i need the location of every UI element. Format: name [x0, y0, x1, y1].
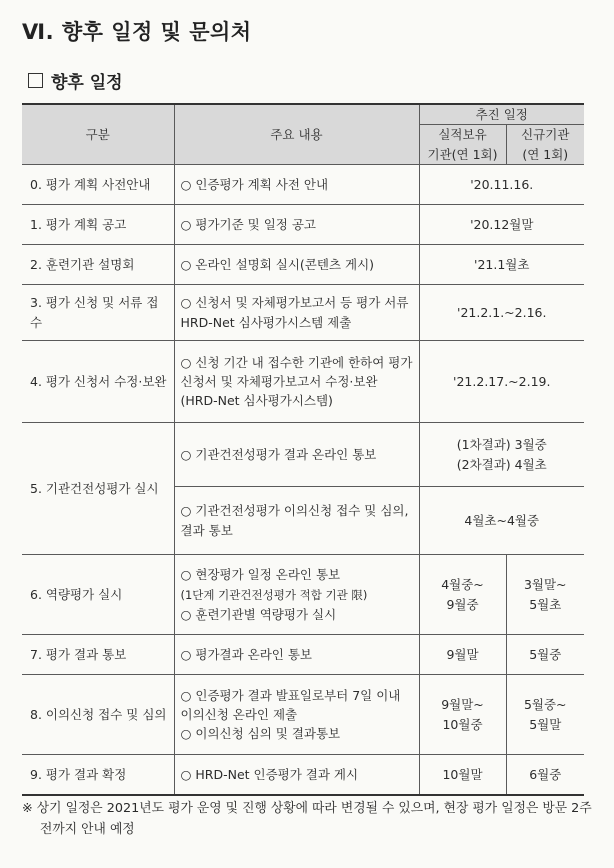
row-content-line2: ○ 이의신청 심의 및 결과통보: [180, 726, 341, 742]
header-existing: [419, 125, 506, 165]
row-date-existing: [419, 675, 506, 755]
row-content: ○ 기관건전성평가 이의신청 접수 및 심의, 결과 통보: [174, 487, 419, 555]
table-row: [22, 245, 584, 285]
row-date-existing: 10월말: [419, 755, 506, 795]
footnote: ※ 상기 일정은 2021년도 평가 운영 및 진행 상황에 따라 변경될 수 있으며, 현장 평가 일정은 방문 2주 전까지 안내 예정: [22, 801, 592, 838]
row-date: '21.2.1.~2.16.: [419, 285, 584, 341]
header-content: 주요 내용: [174, 104, 419, 165]
row-stage: 1. 평가 계획 공고: [22, 205, 174, 245]
table-row: [22, 205, 584, 245]
table-row: [22, 165, 584, 205]
table-row: [22, 555, 584, 635]
row-date-new: 5월중: [506, 635, 584, 675]
checkbox-square-icon: [28, 73, 43, 88]
row-stage: 2. 훈련기관 설명회: [22, 245, 174, 285]
row-date-existing-line2: 9월중: [446, 596, 479, 612]
row-stage: 8. 이의신청 접수 및 심의: [22, 675, 174, 755]
header-new-line2: (연 1회): [522, 146, 569, 162]
table-row: [22, 341, 584, 423]
row-content: ○ 기관건전성평가 결과 온라인 통보: [174, 423, 419, 487]
row-content: ○ 온라인 설명회 실시(콘텐츠 게시): [174, 245, 419, 285]
row-date: '21.2.17.~2.19.: [419, 341, 584, 423]
row-content: ○ 평가기준 및 일정 공고: [174, 205, 419, 245]
header-existing-line2: 기관(연 1회): [427, 146, 498, 162]
row-date-new: [506, 555, 584, 635]
row-date-existing: [419, 555, 506, 635]
table-row: [22, 755, 584, 795]
row-date: '20.12월말: [419, 205, 584, 245]
row-content: [174, 555, 419, 635]
row-date-line2: (2차결과) 4월초: [456, 456, 547, 472]
row-date-new: 6월중: [506, 755, 584, 795]
row-stage: 4. 평가 신청서 수정·보완: [22, 341, 174, 423]
section-title: Ⅵ. 향후 일정 및 문의처: [22, 20, 252, 44]
row-content-line3: ○ 훈련기관별 역량평가 실시: [180, 606, 337, 622]
header-stage: 구분: [22, 104, 174, 165]
row-date: [419, 423, 584, 487]
table-header-row: [22, 104, 584, 125]
row-stage: 5. 기관건전성평가 실시: [22, 423, 174, 555]
row-content: ○ 신청서 및 자체평가보고서 등 평가 서류 HRD-Net 심사평가시스템 제출: [174, 285, 419, 341]
subsection-heading: [28, 68, 123, 93]
row-content-line2: (1단계 기관건전성평가 적합 기관 限): [180, 587, 368, 602]
row-content: ○ 평가결과 온라인 통보: [174, 635, 419, 675]
row-stage: 3. 평가 신청 및 서류 접수: [22, 285, 174, 341]
row-content: [174, 675, 419, 755]
row-stage: 6. 역량평가 실시: [22, 555, 174, 635]
row-content: ○ HRD-Net 인증평가 결과 게시: [174, 755, 419, 795]
row-date-new-line2: 5월말: [529, 716, 562, 732]
table-row: [22, 675, 584, 755]
row-content-line1: ○ 인증평가 결과 발표일로부터 7일 이내 이의신청 온라인 제출: [180, 687, 401, 722]
table-row: [22, 635, 584, 675]
row-date: 4월초~4월중: [419, 487, 584, 555]
header-existing-line1: 실적보유: [438, 127, 487, 143]
row-stage: 0. 평가 계획 사전안내: [22, 165, 174, 205]
row-date: '21.1월초: [419, 245, 584, 285]
row-date-new-line1: 3월말~: [523, 577, 567, 593]
header-new-line1: 신규기관: [521, 127, 570, 143]
header-new: [506, 125, 584, 165]
row-date-line1: (1차결과) 3월중: [456, 437, 547, 453]
row-stage: 7. 평가 결과 통보: [22, 635, 174, 675]
schedule-table: [22, 103, 584, 796]
row-date-existing-line2: 10월중: [442, 716, 483, 732]
table-row: [22, 423, 584, 487]
table-row: [22, 285, 584, 341]
row-date-new-line1: 5월중~: [523, 697, 567, 713]
header-schedule: 추진 일정: [419, 104, 584, 125]
row-date-existing-line1: 9월말~: [441, 697, 484, 713]
row-stage: 9. 평가 결과 확정: [22, 755, 174, 795]
row-date: '20.11.16.: [419, 165, 584, 205]
row-date-existing: 9월말: [419, 635, 506, 675]
subsection-title: 향후 일정: [51, 73, 123, 93]
row-content-line1: ○ 현장평가 일정 온라인 통보: [180, 567, 341, 583]
row-date-new: [506, 675, 584, 755]
row-content: ○ 인증평가 계획 사전 안내: [174, 165, 419, 205]
row-content: ○ 신청 기간 내 접수한 기관에 한하여 평가 신청서 및 자체평가보고서 수정·보완(HRD-Net 심사평가시스템): [174, 341, 419, 423]
row-date-new-line2: 5월초: [529, 596, 562, 612]
row-date-existing-line1: 4월중~: [441, 577, 484, 593]
